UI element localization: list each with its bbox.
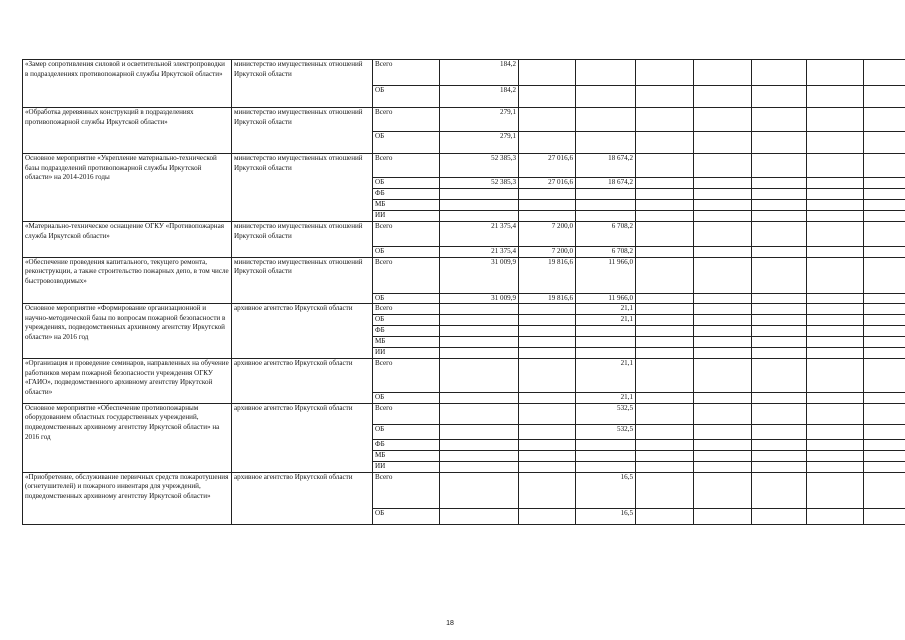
table-row	[23, 108, 905, 132]
empty-cell	[752, 257, 807, 293]
measure-name-cell: «Обеспечение проведения капитального, текущего ремонта, реконструкции, а также строительство пожарных депо, в том числе быстровозводимых»	[23, 257, 232, 304]
empty-cell	[636, 132, 694, 154]
table-row	[23, 472, 905, 508]
empty-cell	[807, 348, 864, 359]
empty-cell	[864, 60, 905, 86]
amount-cell	[576, 60, 636, 86]
amount-cell	[440, 359, 519, 393]
executor-cell: архивное агентство Иркутской области	[232, 359, 373, 404]
empty-cell	[864, 154, 905, 178]
empty-cell	[636, 424, 694, 439]
empty-cell	[752, 154, 807, 178]
empty-cell	[807, 86, 864, 108]
amount-cell	[519, 200, 576, 211]
amount-cell	[576, 461, 636, 472]
amount-cell	[519, 450, 576, 461]
empty-cell	[636, 189, 694, 200]
empty-cell	[636, 178, 694, 189]
table-row	[23, 60, 905, 86]
empty-cell	[694, 337, 752, 348]
empty-cell	[752, 439, 807, 450]
funding-source-cell: ОБ	[373, 178, 440, 189]
empty-cell	[807, 337, 864, 348]
empty-cell	[694, 178, 752, 189]
amount-cell: 6 708,2	[576, 222, 636, 247]
amount-cell	[519, 60, 576, 86]
empty-cell	[694, 132, 752, 154]
empty-cell	[864, 222, 905, 247]
amount-cell	[519, 403, 576, 424]
empty-cell	[864, 200, 905, 211]
amount-cell	[519, 508, 576, 524]
empty-cell	[807, 424, 864, 439]
amount-cell: 19 816,6	[519, 293, 576, 304]
funding-source-cell: Всего	[373, 60, 440, 86]
empty-cell	[752, 315, 807, 326]
empty-cell	[807, 189, 864, 200]
table-row	[23, 257, 905, 293]
page-number: 18	[446, 620, 454, 627]
empty-cell	[864, 424, 905, 439]
amount-cell: 279,1	[440, 132, 519, 154]
empty-cell	[694, 461, 752, 472]
measure-name-cell: Основное мероприятие «Укрепление материально-технической базы подразделений противопожарной службы Иркутской области» на 2014-2016 годы	[23, 154, 232, 222]
empty-cell	[636, 222, 694, 247]
empty-cell	[864, 337, 905, 348]
empty-cell	[694, 189, 752, 200]
empty-cell	[807, 200, 864, 211]
empty-cell	[694, 359, 752, 393]
funding-source-cell: ИИ	[373, 461, 440, 472]
amount-cell: 21,1	[576, 393, 636, 404]
executor-cell: министерство имущественных отношений Иркутской области	[232, 222, 373, 258]
amount-cell: 31 009,9	[440, 257, 519, 293]
empty-cell	[807, 304, 864, 315]
amount-cell: 6 708,2	[576, 247, 636, 258]
amount-cell	[440, 508, 519, 524]
empty-cell	[694, 403, 752, 424]
empty-cell	[864, 403, 905, 424]
executor-cell: министерство имущественных отношений Иркутской области	[232, 257, 373, 304]
funding-source-cell: ИИ	[373, 211, 440, 222]
funding-source-cell: ОБ	[373, 393, 440, 404]
amount-cell	[576, 200, 636, 211]
empty-cell	[694, 293, 752, 304]
measure-name-cell: «Обработка деревянных конструкций в подразделениях противопожарной службы Иркутской области»	[23, 108, 232, 154]
empty-cell	[807, 60, 864, 86]
amount-cell	[440, 424, 519, 439]
empty-cell	[636, 439, 694, 450]
empty-cell	[864, 304, 905, 315]
funding-source-cell: Всего	[373, 154, 440, 178]
amount-cell	[440, 211, 519, 222]
empty-cell	[864, 359, 905, 393]
funding-source-cell: ФБ	[373, 326, 440, 337]
funding-source-cell: ОБ	[373, 132, 440, 154]
empty-cell	[864, 211, 905, 222]
empty-cell	[636, 461, 694, 472]
amount-cell: 18 674,2	[576, 178, 636, 189]
empty-cell	[636, 247, 694, 258]
empty-cell	[807, 326, 864, 337]
funding-source-cell: МБ	[373, 450, 440, 461]
empty-cell	[752, 247, 807, 258]
empty-cell	[636, 154, 694, 178]
budget-table	[22, 59, 905, 525]
empty-cell	[864, 461, 905, 472]
amount-cell	[576, 132, 636, 154]
empty-cell	[694, 247, 752, 258]
empty-cell	[694, 508, 752, 524]
empty-cell	[694, 326, 752, 337]
amount-cell: 7 200,0	[519, 247, 576, 258]
amount-cell: 532,5	[576, 424, 636, 439]
executor-cell: архивное агентство Иркутской области	[232, 403, 373, 472]
empty-cell	[807, 393, 864, 404]
empty-cell	[694, 154, 752, 178]
amount-cell	[440, 393, 519, 404]
funding-source-cell: ФБ	[373, 439, 440, 450]
funding-source-cell: Всего	[373, 304, 440, 315]
empty-cell	[752, 424, 807, 439]
amount-cell	[440, 315, 519, 326]
funding-source-cell: Всего	[373, 108, 440, 132]
empty-cell	[636, 86, 694, 108]
table-row	[23, 403, 905, 424]
amount-cell	[576, 211, 636, 222]
empty-cell	[636, 403, 694, 424]
empty-cell	[807, 257, 864, 293]
amount-cell	[576, 348, 636, 359]
amount-cell	[440, 189, 519, 200]
empty-cell	[807, 508, 864, 524]
amount-cell	[519, 189, 576, 200]
amount-cell: 11 966,0	[576, 293, 636, 304]
amount-cell	[519, 211, 576, 222]
empty-cell	[636, 257, 694, 293]
empty-cell	[694, 393, 752, 404]
funding-source-cell: ОБ	[373, 86, 440, 108]
amount-cell: 21,1	[576, 315, 636, 326]
empty-cell	[752, 178, 807, 189]
funding-source-cell: ОБ	[373, 293, 440, 304]
table-row	[23, 154, 905, 178]
empty-cell	[752, 200, 807, 211]
amount-cell: 31 009,9	[440, 293, 519, 304]
amount-cell	[440, 326, 519, 337]
amount-cell	[440, 337, 519, 348]
empty-cell	[864, 439, 905, 450]
empty-cell	[864, 508, 905, 524]
empty-cell	[807, 315, 864, 326]
empty-cell	[864, 132, 905, 154]
funding-source-cell: ФБ	[373, 189, 440, 200]
amount-cell: 11 966,0	[576, 257, 636, 293]
amount-cell	[440, 450, 519, 461]
amount-cell	[576, 450, 636, 461]
empty-cell	[752, 293, 807, 304]
empty-cell	[807, 450, 864, 461]
empty-cell	[864, 189, 905, 200]
empty-cell	[752, 337, 807, 348]
amount-cell	[440, 461, 519, 472]
table-row	[23, 304, 905, 315]
empty-cell	[864, 108, 905, 132]
amount-cell	[440, 304, 519, 315]
empty-cell	[752, 86, 807, 108]
empty-cell	[752, 60, 807, 86]
executor-cell: министерство имущественных отношений Иркутской области	[232, 154, 373, 222]
measure-name-cell: «Замер сопротивления силовой и осветительной электропроводки в подразделениях противопожарной службы Иркутской области»	[23, 60, 232, 108]
measure-name-cell: Основное мероприятие «Обеспечение противопожарным оборудованием областных государственных учреждений, подведомственных архивному агентству Иркутской области» на 2016 год	[23, 403, 232, 472]
empty-cell	[636, 304, 694, 315]
amount-cell: 52 385,3	[440, 154, 519, 178]
empty-cell	[807, 247, 864, 258]
empty-cell	[694, 222, 752, 247]
empty-cell	[807, 222, 864, 247]
measure-name-cell: «Материально-техническое оснащение ОГКУ «Противопожарная служба Иркутской области»	[23, 222, 232, 258]
empty-cell	[864, 326, 905, 337]
amount-cell	[519, 86, 576, 108]
funding-source-cell: Всего	[373, 359, 440, 393]
amount-cell: 184,2	[440, 60, 519, 86]
empty-cell	[694, 60, 752, 86]
funding-source-cell: ИИ	[373, 348, 440, 359]
amount-cell: 52 385,3	[440, 178, 519, 189]
empty-cell	[864, 86, 905, 108]
empty-cell	[752, 403, 807, 424]
table-row	[23, 222, 905, 247]
empty-cell	[752, 108, 807, 132]
empty-cell	[636, 393, 694, 404]
empty-cell	[864, 178, 905, 189]
empty-cell	[752, 189, 807, 200]
funding-source-cell: ОБ	[373, 247, 440, 258]
empty-cell	[864, 472, 905, 508]
amount-cell	[519, 439, 576, 450]
empty-cell	[636, 337, 694, 348]
empty-cell	[694, 86, 752, 108]
executor-cell: министерство имущественных отношений Иркутской области	[232, 60, 373, 108]
empty-cell	[636, 211, 694, 222]
amount-cell	[576, 86, 636, 108]
empty-cell	[694, 450, 752, 461]
empty-cell	[752, 359, 807, 393]
empty-cell	[694, 304, 752, 315]
empty-cell	[752, 348, 807, 359]
amount-cell	[576, 337, 636, 348]
measure-name-cell: «Приобретение, обслуживание первичных средств пожаротушения (огнетушителей) и пожарного инвентаря для учреждений, подведомственных архивному агентству Иркутской области»	[23, 472, 232, 524]
empty-cell	[694, 472, 752, 508]
funding-source-cell: Всего	[373, 472, 440, 508]
amount-cell	[440, 403, 519, 424]
empty-cell	[636, 472, 694, 508]
empty-cell	[752, 326, 807, 337]
amount-cell	[576, 439, 636, 450]
amount-cell: 184,2	[440, 86, 519, 108]
amount-cell: 21,1	[576, 359, 636, 393]
amount-cell: 16,5	[576, 472, 636, 508]
empty-cell	[694, 211, 752, 222]
empty-cell	[694, 108, 752, 132]
amount-cell	[576, 108, 636, 132]
empty-cell	[752, 304, 807, 315]
funding-source-cell: ОБ	[373, 315, 440, 326]
amount-cell: 19 816,6	[519, 257, 576, 293]
empty-cell	[636, 326, 694, 337]
empty-cell	[694, 348, 752, 359]
amount-cell	[519, 348, 576, 359]
amount-cell	[519, 393, 576, 404]
amount-cell	[519, 461, 576, 472]
funding-source-cell: Всего	[373, 257, 440, 293]
empty-cell	[694, 315, 752, 326]
empty-cell	[807, 359, 864, 393]
executor-cell: архивное агентство Иркутской области	[232, 472, 373, 524]
empty-cell	[864, 450, 905, 461]
empty-cell	[752, 461, 807, 472]
amount-cell: 532,5	[576, 403, 636, 424]
amount-cell	[440, 348, 519, 359]
amount-cell	[519, 424, 576, 439]
amount-cell: 21 375,4	[440, 222, 519, 247]
empty-cell	[636, 315, 694, 326]
amount-cell	[440, 439, 519, 450]
amount-cell	[519, 108, 576, 132]
empty-cell	[752, 450, 807, 461]
empty-cell	[636, 348, 694, 359]
amount-cell	[519, 337, 576, 348]
empty-cell	[807, 154, 864, 178]
empty-cell	[807, 461, 864, 472]
empty-cell	[752, 393, 807, 404]
empty-cell	[752, 211, 807, 222]
funding-source-cell: Всего	[373, 222, 440, 247]
empty-cell	[694, 200, 752, 211]
empty-cell	[636, 359, 694, 393]
empty-cell	[694, 439, 752, 450]
amount-cell: 21,1	[576, 304, 636, 315]
empty-cell	[636, 450, 694, 461]
empty-cell	[864, 257, 905, 293]
amount-cell	[519, 326, 576, 337]
amount-cell: 27 016,6	[519, 178, 576, 189]
empty-cell	[807, 439, 864, 450]
amount-cell	[519, 359, 576, 393]
empty-cell	[864, 293, 905, 304]
empty-cell	[636, 108, 694, 132]
amount-cell: 7 200,0	[519, 222, 576, 247]
empty-cell	[636, 508, 694, 524]
funding-source-cell: ОБ	[373, 424, 440, 439]
funding-source-cell: Всего	[373, 403, 440, 424]
empty-cell	[807, 108, 864, 132]
amount-cell: 18 674,2	[576, 154, 636, 178]
amount-cell	[440, 200, 519, 211]
amount-cell: 27 016,6	[519, 154, 576, 178]
empty-cell	[864, 315, 905, 326]
amount-cell	[519, 315, 576, 326]
executor-cell: архивное агентство Иркутской области	[232, 304, 373, 359]
empty-cell	[636, 293, 694, 304]
measure-name-cell: «Организация и проведение семинаров, направленных на обучение работников мерам пожарной безопасности учреждения ОГКУ «ГАИО», подведомственного архивному агентству Иркутской области»	[23, 359, 232, 404]
empty-cell	[864, 348, 905, 359]
measure-name-cell: Основное мероприятие «Формирование организационной и научно-методической базы по вопросам пожарной безопасности в учреждениях, подведомственных архивному агентству Иркутской области» на 2016 год	[23, 304, 232, 359]
table-row	[23, 359, 905, 393]
amount-cell	[519, 304, 576, 315]
empty-cell	[807, 211, 864, 222]
amount-cell	[519, 132, 576, 154]
amount-cell	[440, 472, 519, 508]
empty-cell	[636, 200, 694, 211]
amount-cell: 16,5	[576, 508, 636, 524]
empty-cell	[752, 472, 807, 508]
empty-cell	[752, 508, 807, 524]
empty-cell	[636, 60, 694, 86]
amount-cell: 279,1	[440, 108, 519, 132]
empty-cell	[807, 472, 864, 508]
amount-cell	[576, 189, 636, 200]
amount-cell: 21 375,4	[440, 247, 519, 258]
funding-source-cell: МБ	[373, 337, 440, 348]
empty-cell	[752, 222, 807, 247]
amount-cell	[576, 326, 636, 337]
executor-cell: министерство имущественных отношений Иркутской области	[232, 108, 373, 154]
funding-source-cell: ОБ	[373, 508, 440, 524]
empty-cell	[807, 403, 864, 424]
empty-cell	[694, 257, 752, 293]
amount-cell	[519, 472, 576, 508]
empty-cell	[807, 293, 864, 304]
funding-source-cell: МБ	[373, 200, 440, 211]
empty-cell	[807, 178, 864, 189]
empty-cell	[752, 132, 807, 154]
empty-cell	[694, 424, 752, 439]
empty-cell	[807, 132, 864, 154]
empty-cell	[864, 247, 905, 258]
empty-cell	[864, 393, 905, 404]
